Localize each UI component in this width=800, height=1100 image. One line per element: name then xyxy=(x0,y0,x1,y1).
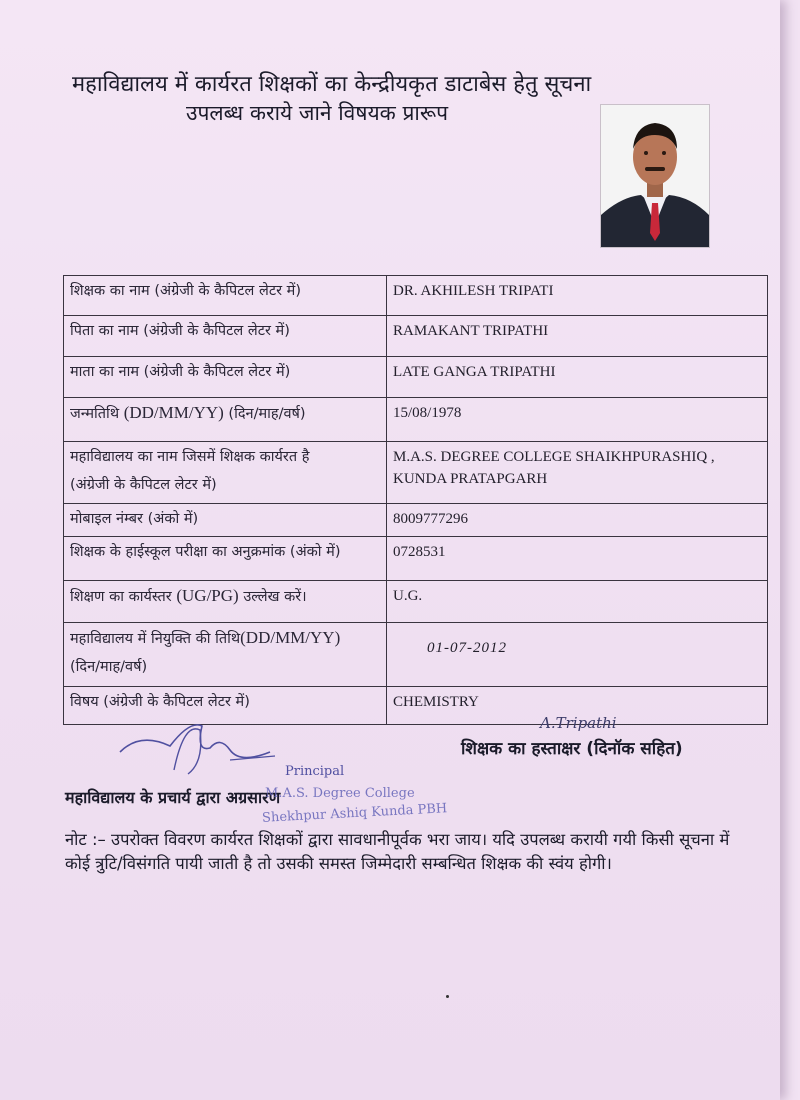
father-name-value: RAMAKANT TRIPATHI xyxy=(387,316,768,357)
form-title-line1: महाविद्यालय में कार्यरत शिक्षकों का केन्द्रीयकृत डाटाबेस हेतु सूचना xyxy=(72,72,592,97)
teacher-signature-label: शिक्षक का हस्ताक्षर (दिनॉक सहित) xyxy=(461,739,683,759)
college-stamp-line1: M.A.S. Degree College xyxy=(265,786,415,801)
row-label xyxy=(64,442,387,504)
table-row xyxy=(64,537,768,581)
teacher-info-table xyxy=(63,275,768,725)
row-label: शिक्षक का नाम (अंग्रेजी के कैपिटल लेटर में) xyxy=(64,276,387,316)
college-label-line1: महाविद्यालय का नाम जिसमें शिक्षक कार्यरत है xyxy=(70,449,310,465)
table-row xyxy=(64,623,768,687)
note-text: नोट :– उपरोक्त विवरण कार्यरत शिक्षकों द्वारा सावधानीपूर्वक भरा जाय। यदि उपलब्ध करायी गयी किसी सूचना में कोई त्रुटि/विसंगति पायी जाती है तो उसकी समस्त जिम्मेदारी सम्बन्धित शिक्षक की स्वंय होगी। xyxy=(65,830,730,873)
appointment-label-text: महाविद्यालय में नियुक्ति की तिथि xyxy=(70,631,241,647)
dob-format-hindi: (दिन/माह/वर्ष) xyxy=(228,406,306,422)
teacher-signature: A.Tripathi xyxy=(540,714,617,732)
college-value-line1: M.A.S. DEGREE COLLEGE SHAIKHPURASHIQ , xyxy=(393,449,715,465)
table-row xyxy=(64,442,768,504)
college-value-line2: KUNDA PRATAPGARH xyxy=(393,471,548,487)
college-label-line2: (अंग्रेजी के कैपिटल लेटर में) xyxy=(70,477,217,493)
principal-forwarding-label: महाविद्यालय के प्रचार्य द्वारा अग्रसारण xyxy=(65,788,281,807)
table-row xyxy=(64,581,768,623)
table-row xyxy=(64,276,768,316)
table-row xyxy=(64,504,768,537)
subject-value: CHEMISTRY xyxy=(387,687,768,725)
row-label: शिक्षक के हाईस्कूल परीक्षा का अनुक्रमांक (अंको में) xyxy=(64,537,387,581)
table-row xyxy=(64,398,768,442)
row-label: विषय (अंग्रेजी के कैपिटल लेटर में) xyxy=(64,687,387,725)
row-label xyxy=(64,623,387,687)
college-value xyxy=(387,442,768,504)
roll-number-value: 0728531 xyxy=(387,537,768,581)
row-label: पिता का नाम (अंग्रेजी के कैपिटल लेटर में) xyxy=(64,316,387,357)
portrait-image xyxy=(601,105,709,247)
form-title-line2: उपलब्ध कराये जाने विषयक प्रारूप xyxy=(186,101,449,125)
mobile-value: 8009777296 xyxy=(387,504,768,537)
principal-stamp-word: Principal xyxy=(285,764,345,779)
level-value: U.G. xyxy=(387,581,768,623)
dob-format-text: (DD/MM/YY) xyxy=(123,403,224,422)
mother-name-value: LATE GANGA TRIPATHI xyxy=(387,357,768,398)
row-label: मोबाइल नंम्बर (अंको में) xyxy=(64,504,387,537)
college-stamp-line2: Shekhpur Ashiq Kunda PBH xyxy=(261,801,448,826)
level-format-text: (UG/PG) xyxy=(176,586,239,605)
table-row xyxy=(64,357,768,398)
principal-signature-icon xyxy=(100,712,280,782)
row-label: माता का नाम (अंग्रेजी के कैपिटल लेटर में) xyxy=(64,357,387,398)
level-label-post: उल्लेख करें। xyxy=(243,589,307,605)
level-label-text: शिक्षण का कार्यस्तर xyxy=(70,589,172,605)
appointment-date-value: 01-07-2012 xyxy=(387,623,768,687)
appointment-format-hindi: (दिन/माह/वर्ष) xyxy=(70,659,148,675)
appointment-format-text: (DD/MM/YY) xyxy=(240,628,341,647)
teacher-photo xyxy=(600,104,710,248)
teacher-name-value: DR. AKHILESH TRIPATI xyxy=(387,276,768,316)
ink-dot xyxy=(446,995,449,998)
dob-label-text: जन्मतिथि xyxy=(70,406,120,422)
dob-value: 15/08/1978 xyxy=(387,398,768,442)
row-label xyxy=(64,398,387,442)
table-row xyxy=(64,316,768,357)
row-label xyxy=(64,581,387,623)
